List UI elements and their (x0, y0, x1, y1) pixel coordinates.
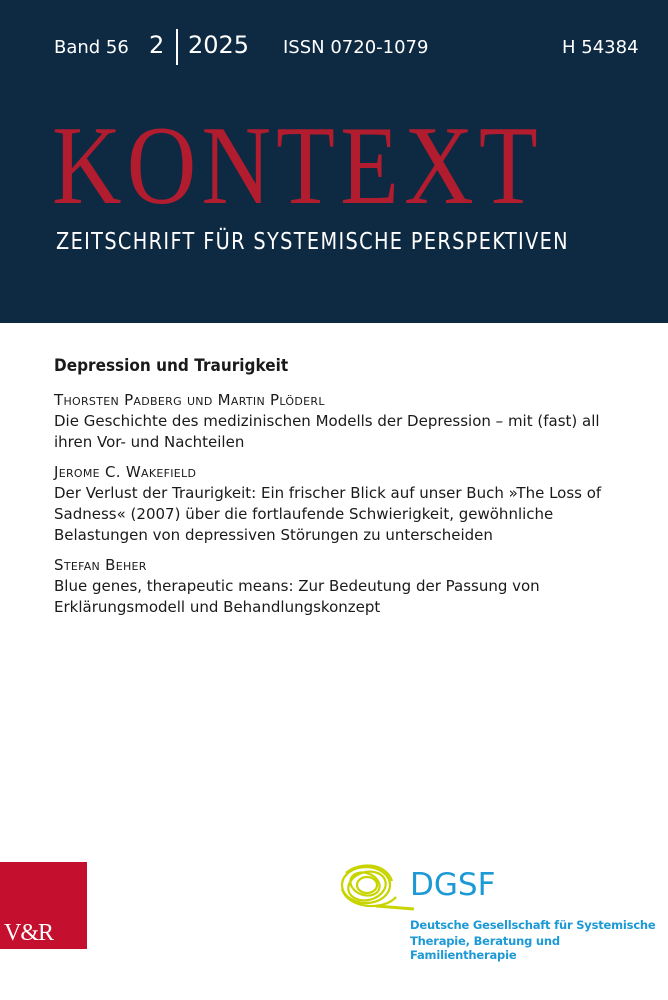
article-title: Der Verlust der Traurigkeit: Ein frischer Blick auf unser Buch »The Loss of Sadness« (2007) über die fortlaufende Schwierigkeit, gewöhnliche Belastungen von depressiven Störungen zu unterscheiden (54, 484, 602, 544)
article-title: Die Geschichte des medizinischen Modells der Depression – mit (fast) all ihren Vor- und Nachteilen (54, 412, 600, 451)
journal-subtitle: ZEITSCHRIFT FÜR SYSTEMISCHE PERSPEKTIVEN (56, 229, 569, 255)
h-number: H 54384 (562, 37, 639, 58)
table-of-contents (54, 356, 624, 627)
publisher-logo (0, 862, 87, 949)
dgsf-name: DGSF (410, 867, 496, 903)
dgsf-tagline-2: Therapie, Beratung und Familientherapie (410, 934, 560, 962)
cover-header (0, 0, 668, 323)
article-authors: Stefan Beher (54, 556, 147, 574)
issn-label: ISSN 0720-1079 (283, 37, 429, 58)
dgsf-swirl-icon (336, 859, 416, 913)
article-item (54, 555, 624, 618)
issue-divider (176, 29, 178, 65)
article-item (54, 390, 624, 453)
article-title: Blue genes, therapeutic means: Zur Bedeutung der Passung von Erklärungsmodell und Behandlungskonzept (54, 577, 540, 616)
dgsf-tagline-1: Deutsche Gesellschaft für Systemische (410, 918, 656, 932)
article-item (54, 462, 624, 546)
issue-topic: Depression und Traurigkeit (54, 356, 289, 376)
publisher-logo-text: V&R (4, 920, 54, 946)
journal-title: KONTEXT (52, 104, 543, 228)
issue-number: 2 (149, 31, 165, 59)
article-authors: Thorsten Padberg und Martin Plöderl (54, 391, 325, 409)
issue-year: 2025 (188, 31, 250, 59)
volume-label: Band 56 (54, 37, 129, 58)
article-authors: Jerome C. Wakefield (54, 463, 197, 481)
